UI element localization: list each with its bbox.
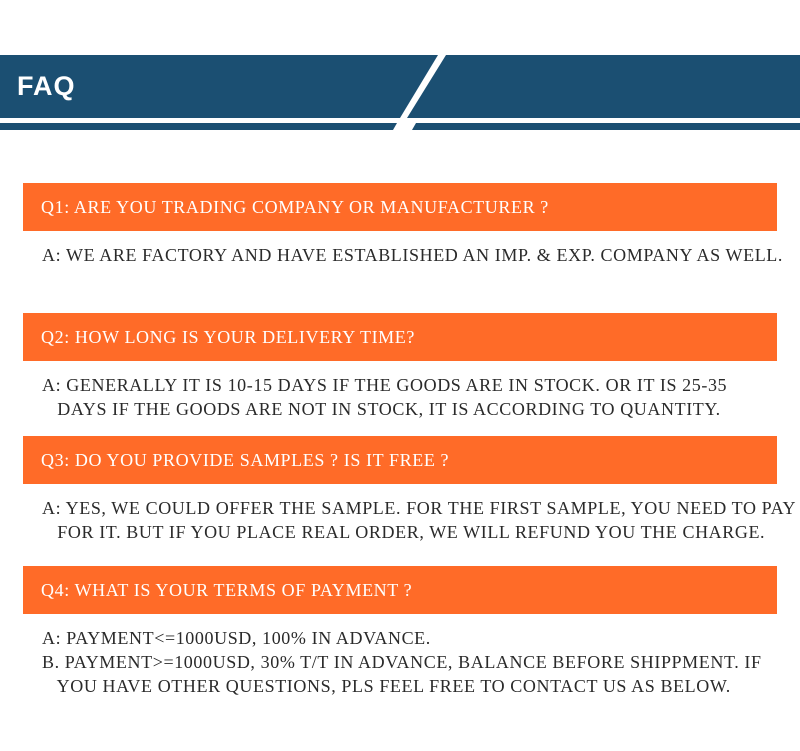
answer-line: A: YES, WE COULD OFFER THE SAMPLE. FOR THE FIRST SAMPLE, YOU NEED TO PAY	[42, 498, 797, 518]
banner-left-stripe	[0, 123, 397, 130]
answer-line: B. PAYMENT>=1000USD, 30% T/T IN ADVANCE, BALANCE BEFORE SHIPPMENT. IF	[42, 652, 762, 672]
answer-line: A: GENERALLY IT IS 10-15 DAYS IF THE GOODS ARE IN STOCK. OR IT IS 25-35	[42, 375, 728, 395]
answer-line: YOU HAVE OTHER QUESTIONS, PLS FEEL FREE TO CONTACT US AS BELOW.	[42, 676, 731, 696]
faq-answer-2	[42, 373, 794, 421]
faq-answer-1	[42, 243, 794, 267]
faq-answer-4	[42, 626, 794, 698]
answer-line: DAYS IF THE GOODS ARE NOT IN STOCK, IT IS ACCORDING TO QUANTITY.	[42, 399, 721, 419]
faq-question-2: Q2: HOW LONG IS YOUR DELIVERY TIME?	[23, 313, 777, 361]
answer-line: FOR IT. BUT IF YOU PLACE REAL ORDER, WE WILL REFUND YOU THE CHARGE.	[42, 522, 766, 542]
banner-right-shape	[407, 55, 800, 118]
faq-question-3: Q3: DO YOU PROVIDE SAMPLES ? IS IT FREE ?	[23, 436, 777, 484]
page-title: FAQ	[17, 71, 76, 101]
faq-question-4: Q4: WHAT IS YOUR TERMS OF PAYMENT ?	[23, 566, 777, 614]
faq-header-banner	[0, 0, 800, 140]
banner-right-stripe	[412, 123, 800, 130]
answer-line: A: PAYMENT<=1000USD, 100% IN ADVANCE.	[42, 628, 431, 648]
faq-answer-3	[42, 496, 797, 544]
faq-question-1: Q1: ARE YOU TRADING COMPANY OR MANUFACTURER ?	[23, 183, 777, 231]
answer-line: A: WE ARE FACTORY AND HAVE ESTABLISHED AN IMP. & EXP. COMPANY AS WELL.	[42, 245, 783, 265]
